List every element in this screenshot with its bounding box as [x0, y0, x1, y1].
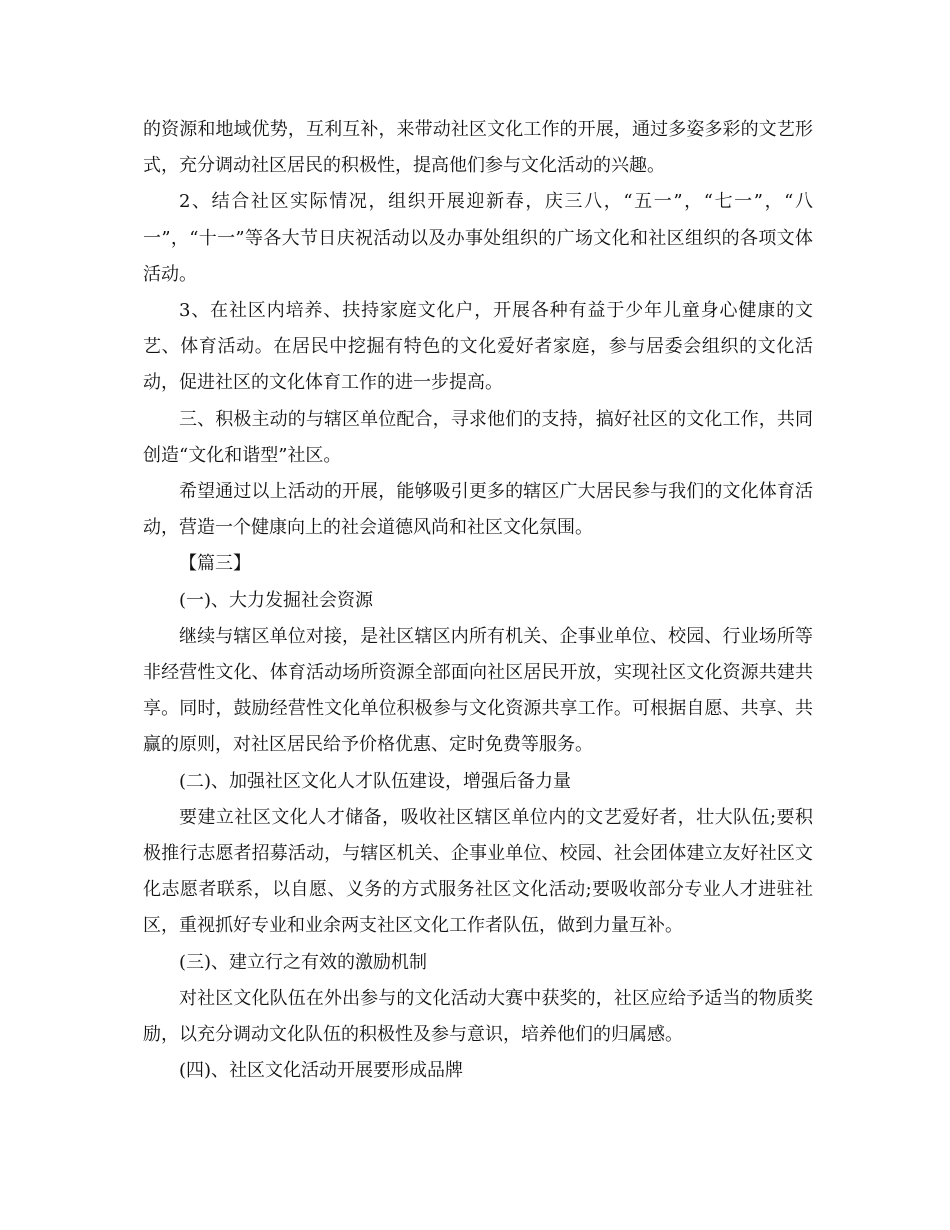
section-heading-part-three: 【篇三】: [179, 553, 251, 575]
subheading-one: (一)、大力发掘社会资源: [179, 589, 374, 611]
paragraph-item-3: 3、在社区内培养、扶持家庭文化户，开展各种有益于少年儿童身心健康的文艺、体育活动。在居民中挖掘有特色的文化爱好者家庭，参与居委会组织的文化活动，促进社区的文化体育工作的进一步提高。: [143, 300, 813, 394]
paragraph-section-three: 三、积极主动的与辖区单位配合，寻求他们的支持，搞好社区的文化工作，共同创造“文化和谐型”社区。: [143, 408, 813, 466]
subheading-two: (二)、加强社区文化人才队伍建设，增强后备力量: [179, 770, 572, 792]
paragraph-resources: 继续与辖区单位对接，是社区辖区内所有机关、企事业单位、校园、行业场所等非经营性文化、体育活动场所资源全部面向社区居民开放，实现社区文化资源共建共享。同时，鼓励经营性文化单位积极参与文化资源共享工作。可根据自愿、共享、共赢的原则，对社区居民给予价格优惠、定时免费等服务。: [143, 625, 813, 756]
subheading-four: (四)、社区文化活动开展要形成品牌: [179, 1060, 464, 1082]
paragraph-continuation: 的资源和地域优势，互利互补，来带动社区文化工作的开展，通过多姿多彩的文艺形式，充分调动社区居民的积极性，提高他们参与文化活动的兴趣。: [143, 119, 813, 177]
subheading-three: (三)、建立行之有效的激励机制: [179, 951, 428, 973]
document-body: [143, 112, 813, 1089]
paragraph-hope: 希望通过以上活动的开展，能够吸引更多的辖区广大居民参与我们的文化体育活动，营造一个健康向上的社会道德风尚和社区文化氛围。: [143, 481, 813, 539]
paragraph-incentive: 对社区文化队伍在外出参与的文化活动大赛中获奖的，社区应给予适当的物质奖励，以充分调动文化队伍的积极性及参与意识，培养他们的归属感。: [143, 987, 813, 1046]
paragraph-talent: 要建立社区文化人才储备，吸收社区辖区单位内的文艺爱好者，壮大队伍;要积极推行志愿者招募活动，与辖区机关、企事业单位、校园、社会团体建立友好社区文化志愿者联系，以自愿、义务的方式服务社区文化活动;要吸收部分专业人才进驻社区，重视抓好专业和业余两支社区文化工作者队伍，做到力量互补。: [143, 806, 813, 937]
paragraph-item-2: 2、结合社区实际情况，组织开展迎新春，庆三八，“五一”，“七一”，“八一”，“十一”等各大节日庆祝活动以及办事处组织的广场文化和社区组织的各项文体活动。: [143, 191, 813, 285]
